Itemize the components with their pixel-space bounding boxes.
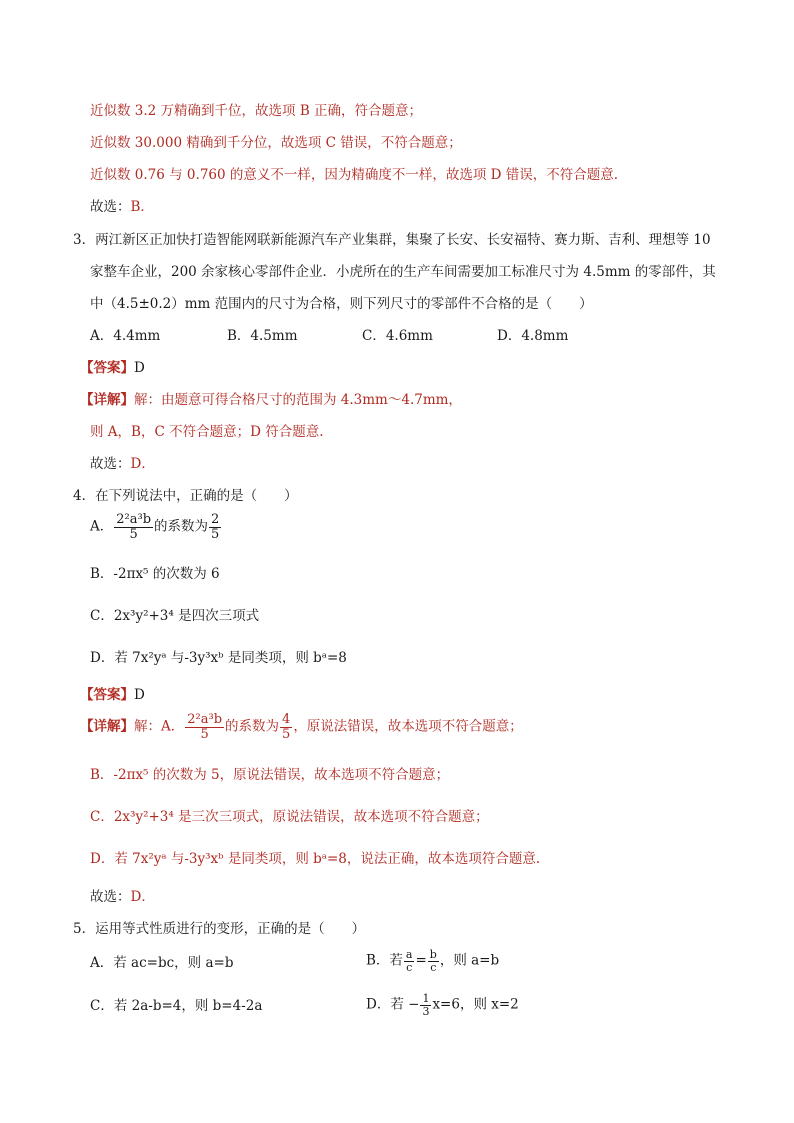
detail-tag: 【详解】 xyxy=(80,718,134,735)
fraction-denominator: c xyxy=(430,960,437,974)
q4-conclusion xyxy=(90,891,155,905)
fraction-denominator: 5 xyxy=(129,526,138,542)
conclusion-label: 故选： xyxy=(90,199,131,215)
q4-detail-d: D．若 7x²yᵃ 与-3y³xᵇ 是同类项，则 bᵃ=8，说法正确，故本选项符合题意. xyxy=(90,851,541,867)
fraction xyxy=(209,513,221,541)
option-text: x=6，则 x=2 xyxy=(432,996,519,1013)
q4-detail-c: C．2x³y²+3⁴ 是三次三项式，原说法错误，故本选项不符合题意； xyxy=(90,809,489,825)
equals-sign: = xyxy=(415,952,427,969)
detail-text: 解：A． xyxy=(134,718,185,735)
q4-option-c: C．2x³y²+3⁴ 是四次三项式 xyxy=(90,608,260,624)
fraction-numerator: 2²a³b xyxy=(187,712,223,727)
q3-answer xyxy=(80,362,145,376)
fraction-denominator: 3 xyxy=(422,1004,430,1018)
q4-option-a xyxy=(90,513,222,541)
answer-tag: 【答案】 xyxy=(80,360,134,376)
fraction xyxy=(185,713,224,741)
conclusion-value: B． xyxy=(130,199,154,215)
fraction xyxy=(420,993,431,1017)
prev-conclusion xyxy=(90,201,154,215)
fraction-denominator: 5 xyxy=(211,526,220,542)
q4-detail-b: B．-2πx⁵ 的次数为 5，原说法错误，故本选项不符合题意； xyxy=(90,767,450,783)
conclusion-label: 故选： xyxy=(90,889,131,905)
q3-stem-line-3: 中（4.5±0.2）mm 范围内的尺寸为合格，则下列尺寸的零部件不合格的是（ ） xyxy=(90,296,593,312)
option-text: B．若 xyxy=(366,952,403,969)
fraction-numerator: 1 xyxy=(422,992,430,1005)
option-text: D．若 − xyxy=(366,996,420,1013)
q3-detail-line-2: 则 A，B，C 不符合题意；D 符合题意. xyxy=(90,424,324,440)
detail-text: ，原说法错误，故本选项不符合题意； xyxy=(293,718,523,735)
q5-stem: 5．运用等式性质进行的变形，正确的是（ ） xyxy=(73,921,366,937)
conclusion-value: D． xyxy=(130,889,155,905)
answer-tag: 【答案】 xyxy=(80,687,134,703)
prev-line-2: 近似数 30.000 精确到千分位，故选项 C 错误，不符合题意； xyxy=(90,135,462,151)
fraction xyxy=(114,513,153,541)
q4-detail-a xyxy=(80,713,523,741)
fraction-numerator: a xyxy=(405,948,413,961)
q3-option-a: A．4.4mm xyxy=(90,328,161,344)
fraction-denominator: c xyxy=(406,960,413,974)
answer-value: D xyxy=(134,360,145,376)
fraction-numerator: b xyxy=(429,948,437,961)
q5-option-a: A．若 ac=bc，则 a=b xyxy=(90,955,234,971)
q4-option-d: D．若 7x²yᵃ 与-3y³xᵇ 是同类项，则 bᵃ=8 xyxy=(90,650,347,666)
detail-text: 解：由题意可得合格尺寸的范围为 4.3mm～4.7mm， xyxy=(134,392,462,408)
q3-option-c: C．4.6mm xyxy=(362,328,433,344)
q3-conclusion xyxy=(90,458,155,472)
q5-option-d xyxy=(366,993,519,1017)
fraction xyxy=(280,713,292,741)
q3-option-d: D．4.8mm xyxy=(497,328,569,344)
q5-option-b xyxy=(366,949,499,973)
q4-answer xyxy=(80,689,145,703)
answer-value: D xyxy=(134,687,145,703)
option-text: 的系数为 xyxy=(154,518,209,535)
fraction-denominator: 5 xyxy=(200,726,209,742)
fraction-numerator: 2 xyxy=(211,512,220,527)
prev-line-1: 近似数 3.2 万精确到千位，故选项 B 正确，符合题意； xyxy=(90,103,423,119)
fraction-numerator: 2²a³b xyxy=(116,512,152,527)
prev-line-3: 近似数 0.76 与 0.760 的意义不一样，因为精确度不一样，故选项 D 错误，不符合题意. xyxy=(90,167,619,183)
q4-option-b: B．-2πx⁵ 的次数为 6 xyxy=(90,566,220,582)
option-label: A． xyxy=(90,518,114,535)
conclusion-label: 故选： xyxy=(90,456,131,472)
option-text: ，则 a=b xyxy=(439,952,500,969)
q3-stem-line-2: 家整车企业，200 余家核心零部件企业．小虎所在的生产车间需要加工标准尺寸为 4.5mm 的零部件，其 xyxy=(90,264,716,280)
fraction xyxy=(428,949,439,973)
conclusion-value: D． xyxy=(130,456,155,472)
fraction-numerator: 4 xyxy=(282,712,291,727)
q3-stem-line-1: 3．两江新区正加快打造智能网联新能源汽车产业集群，集聚了长安、长安福特、赛力斯、吉利、理想等 10 xyxy=(73,232,711,248)
q4-stem: 4．在下列说法中，正确的是（ ） xyxy=(73,488,298,504)
fraction-denominator: 5 xyxy=(282,726,291,742)
q5-option-c: C．若 2a-b=4，则 b=4-2a xyxy=(90,998,263,1014)
fraction xyxy=(404,949,415,973)
detail-tag: 【详解】 xyxy=(80,392,134,408)
detail-text: 的系数为 xyxy=(225,718,280,735)
q3-detail-line-1 xyxy=(80,394,462,408)
q3-option-b: B．4.5mm xyxy=(227,328,298,344)
